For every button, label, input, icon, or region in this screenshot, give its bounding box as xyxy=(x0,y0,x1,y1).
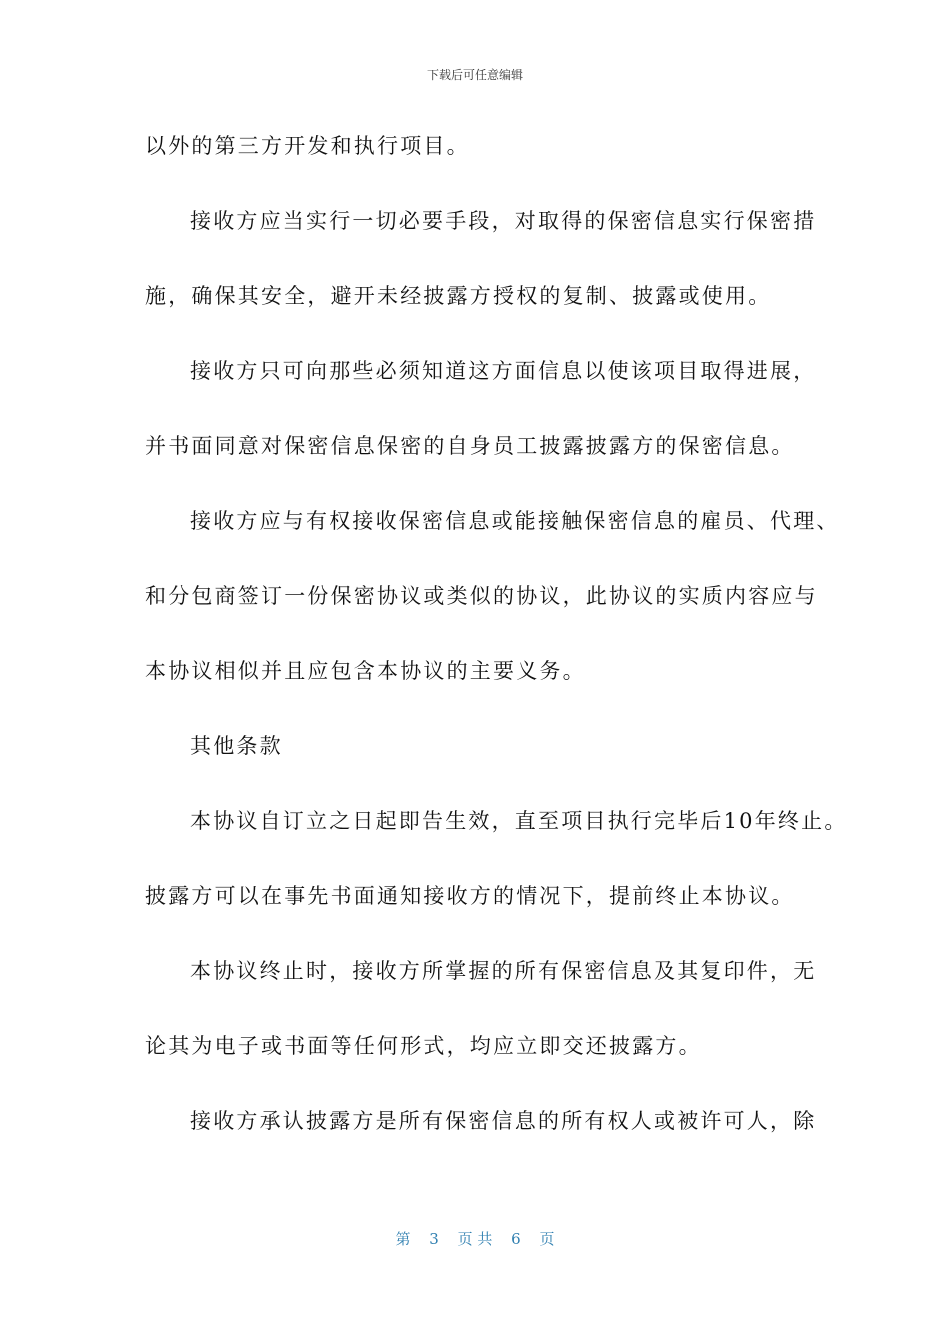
body-line: 本协议相似并且应包含本协议的主要义务。 xyxy=(145,659,586,683)
page-footer xyxy=(0,1228,950,1249)
footer-ye: 页 xyxy=(539,1230,555,1248)
paragraph-line: 本协议自订立之日起即告生效，直至项目执行完毕后10年终止。 xyxy=(190,809,848,833)
footer-di: 第 xyxy=(395,1230,411,1248)
paragraph-line: 接收方应与有权接收保密信息或能接触保密信息的雇员、代理、 xyxy=(190,509,840,533)
body-line: 披露方可以在事先书面通知接收方的情况下，提前终止本协议。 xyxy=(145,884,795,908)
paragraph-line: 接收方承认披露方是所有保密信息的所有权人或被许可人，除 xyxy=(190,1109,817,1133)
footer-page-number: 3 xyxy=(429,1230,439,1248)
body-line: 和分包商签订一份保密协议或类似的协议，此协议的实质内容应与 xyxy=(145,584,818,608)
paragraph-line: 接收方应当实行一切必要手段，对取得的保密信息实行保密措 xyxy=(190,209,817,233)
body-line: 以外的第三方开发和执行项目。 xyxy=(145,134,470,158)
paragraph-line: 本协议终止时，接收方所掌握的所有保密信息及其复印件，无 xyxy=(190,959,817,983)
page-header: 下载后可任意编辑 xyxy=(426,68,523,82)
paragraph-line: 接收方只可向那些必须知道这方面信息以使该项目取得进展， xyxy=(190,359,817,383)
footer-total-pages: 6 xyxy=(511,1230,521,1248)
footer-ye-gong: 页 共 xyxy=(457,1230,493,1248)
body-line: 并书面同意对保密信息保密的自身员工披露披露方的保密信息。 xyxy=(145,434,795,458)
section-heading: 其他条款 xyxy=(190,734,283,758)
body-line: 施，确保其安全，避开未经披露方授权的复制、披露或使用。 xyxy=(145,284,772,308)
body-line: 论其为电子或书面等任何形式，均应立即交还披露方。 xyxy=(145,1034,702,1058)
